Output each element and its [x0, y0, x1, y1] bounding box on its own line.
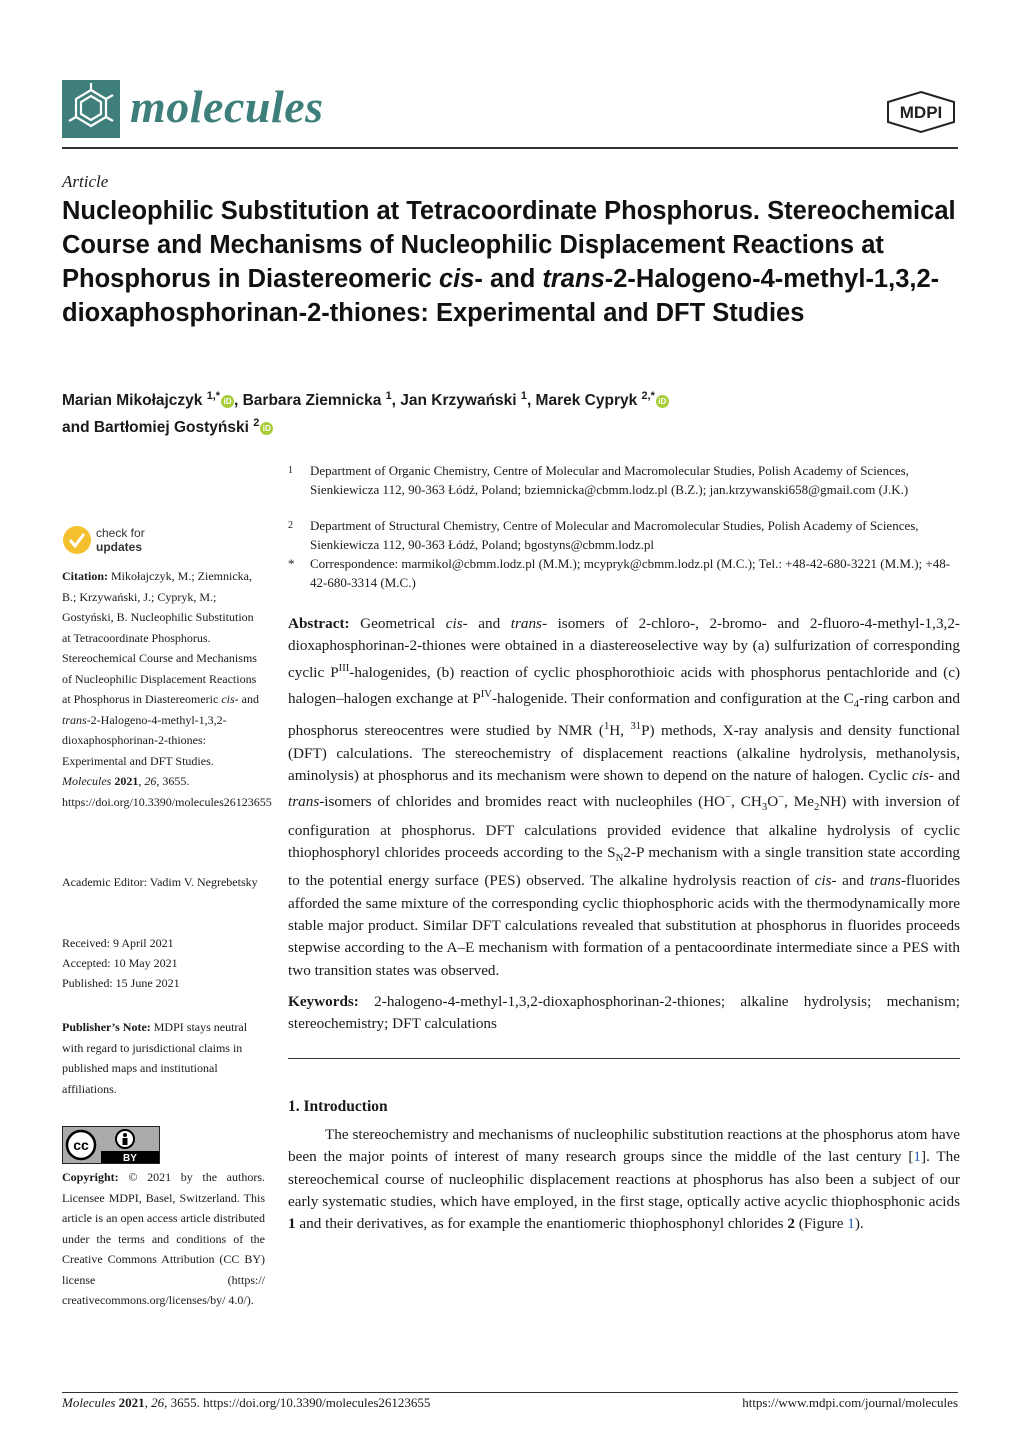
molecule-logo-icon — [62, 80, 120, 138]
author-affil: 2,* — [641, 390, 655, 402]
publisher-note — [62, 1017, 265, 1099]
author-name[interactable]: , Marek Cypryk — [526, 392, 638, 410]
author-name[interactable]: , Jan Krzywański — [391, 392, 517, 410]
abstract-text: -ring carbon and phosphorus stereocentres were studied by NMR ( — [288, 690, 960, 740]
intro-text: and their derivatives, as for example the enantiomeric thiophosphonyl chlorides — [295, 1215, 788, 1233]
published-date: Published: 15 June 2021 — [62, 976, 180, 990]
abstract-sub: 4 — [853, 699, 860, 711]
orcid-icon[interactable]: iD — [260, 422, 273, 435]
journal-name: molecules — [130, 81, 324, 132]
header-divider — [62, 147, 958, 149]
abstract-sup: III — [338, 662, 350, 674]
citation-cis: cis — [221, 692, 235, 706]
copyright-text: © 2021 by the authors. Licensee MDPI, Basel, Switzerland. This article is an open access article distributed under the terms and conditions of the Creative Commons Attribution (CC BY) license (https:// creativecommons.org/licenses/by/ 4.0/). — [62, 1170, 265, 1307]
check-for-updates-button[interactable] — [62, 522, 172, 558]
abstract-text: NH) with inversion of configuration at phosphorus. DFT calculations provided evidence that alkaline hydrolysis of cyclic thiophosphoryl chlorides proceeds according to the S — [288, 793, 960, 861]
abstract-text: -fluorides afforded the same mixture of the corresponding cyclic thiophosphoric acids with the thermodynamically more stable major product. Similar DFT calculations revealed that substitution at phosphorus in fluorides proceeds stepwise according to the A–E mechanism with formation of a pentacoordinate intermediate since a PES with two transition states was observed. — [288, 872, 960, 979]
intro-text: ). — [854, 1215, 864, 1233]
title-part: Nucleophilic Substitution at Tetracoordinate Phosphorus. Stereochemical Course and Mechanisms of Nucleophilic Displacement Reactions at Phosphorus in Diastereomeric — [62, 197, 956, 293]
intro-text: The stereochemistry and mechanisms of nucleophilic substitution reactions at the phosphorus atom have been the major points of interest of many research groups since the middle of the last century [ — [288, 1126, 960, 1166]
citation-journal: Molecules — [62, 774, 112, 788]
abstract-cis: cis — [814, 872, 832, 890]
publisher-note-text: MDPI stays neutral with regard to jurisdictional claims in published maps and institutional affiliations. — [62, 1020, 248, 1096]
affiliation-text: Department of Structural Chemistry, Centre of Molecular and Macromolecular Studies, Polish Academy of Sciences, Sienkiewicza 112, 90-363 Łódź, Poland; bgostyns@cbmm.lodz.pl — [310, 518, 919, 552]
figure-link[interactable]: 1 — [847, 1215, 855, 1233]
abstract-sup: − — [725, 792, 732, 804]
keywords — [288, 991, 960, 1036]
intro-text: ]. The stereochemical course of nucleophilic displacement reactions at phosphorus has also been a subject of our early systematic studies, which have employed, in the first stage, optically active acyclic thiophosphonic acids — [288, 1148, 960, 1210]
footer-volume: , 26 — [144, 1395, 165, 1410]
reference-link[interactable]: 1 — [913, 1148, 922, 1166]
intro-text: (Figure — [794, 1215, 848, 1233]
correspondence — [288, 554, 960, 592]
keywords-text: 2-halogeno-4-methyl-1,3,2-dioxaphosphorinan-2-thiones; alkaline hydrolysis; mechanism; stereochemistry; DFT calculations — [288, 993, 960, 1033]
abstract-text: P) methods, X-ray analysis and density functional (DFT) calculations. The stereochemistry of displacement reactions (alkaline hydrolysis, methanolysis, aminolysis) at phosphorus and its mechanism were shown to depend on the nature of halogen. Cyclic — [288, 722, 960, 784]
affiliation — [288, 516, 960, 554]
abstract-text: 2-P mechanism with a single transition state according to the potential energy surface (PES) observed. The alkaline hydrolysis reaction of — [288, 843, 961, 890]
abstract-text: , CH — [731, 793, 762, 811]
check-updates-line2: updates — [96, 540, 143, 554]
affiliation-number: 2 — [288, 520, 293, 531]
affiliation-number: 1 — [288, 465, 293, 476]
copyright-label: Copyright: — [62, 1170, 119, 1184]
abstract-text: Geometrical — [349, 615, 446, 632]
abstract-cis: cis — [912, 767, 929, 784]
abstract-text: - isomers of 2-chloro-, 2-bromo- and 2-fluoro-4-methyl-1,3,2-dioxaphosphorinan-2-thiones were obtained in a diastereoselective way by (a) sulfurization of corresponding cyclic P — [288, 615, 960, 681]
section-divider — [288, 1058, 960, 1059]
citation-text: Mikołajczyk, M.; Ziemnicka, B.; Krzywański, J.; Cypryk, M.; Gostyński, B. Nucleophilic Substitution at Tetracoordinate Phosphorus. Stereochemical Course and Mechanisms of Nucleophilic Displacement Reactions at Phosphorus in Diastereomeric — [62, 569, 257, 706]
mdpi-logo — [884, 90, 958, 134]
author-affil: 1,* — [206, 390, 220, 402]
footer-divider — [62, 1392, 958, 1393]
title-trans: trans — [542, 265, 605, 293]
abstract-trans: trans — [510, 615, 542, 632]
academic-editor: Academic Editor: Vadim V. Negrebetsky — [62, 875, 258, 889]
section-heading: 1. Introduction — [288, 1098, 388, 1115]
citation-doi-link[interactable]: , 3655. https://doi.org/10.3390/molecules26123655 — [62, 774, 272, 809]
abstract-text: -isomers of chlorides and bromides react with nucleophiles (HO — [319, 793, 726, 811]
abstract-sup: − — [778, 792, 785, 804]
title-part: -2-Halogeno-4-methyl-1,3,2-dioxaphosphorinan-2-thiones: Experimental and DFT Studies — [62, 265, 940, 327]
author-name[interactable]: , Barbara Ziemnicka — [234, 392, 382, 410]
citation-volume: , 26 — [138, 774, 157, 788]
abstract-text: -halogenide. Their conformation and configuration at the C — [491, 690, 854, 708]
abstract-text: - and — [928, 767, 960, 784]
author-affil: 1 — [385, 390, 392, 402]
abstract-sup: IV — [480, 688, 492, 700]
affiliation-number: * — [288, 556, 295, 571]
citation-label: Citation: — [62, 569, 108, 583]
cc-by-license-icon[interactable] — [62, 1126, 160, 1164]
cc-by-label: BY — [123, 1153, 137, 1163]
compound-number: 2 — [787, 1215, 795, 1233]
orcid-icon[interactable]: iD — [221, 395, 234, 408]
article-title — [62, 194, 962, 330]
citation-trans: trans — [62, 712, 87, 727]
author-list — [62, 385, 942, 439]
abstract-text: O — [767, 793, 779, 811]
abstract-text: -halogenides, (b) reaction of cyclic phosphorothioic acids with phosphorus pentachloride and (c) halogen–halogen exchange at P — [288, 663, 960, 708]
footer-doi-link[interactable]: , 3655. https://doi.org/10.3390/molecules26123655 — [164, 1395, 431, 1410]
copyright — [62, 1167, 265, 1311]
abstract-text: H, — [609, 722, 631, 740]
title-part: - and — [474, 265, 543, 293]
article-type: Article — [62, 172, 109, 191]
affiliation-text: Correspondence: marmikol@cbmm.lodz.pl (M.M.); mcypryk@cbmm.lodz.pl (M.C.); Tel.: +48-42-680-3221 (M.M.); +48-42-680-3314 (M.C.) — [310, 556, 951, 590]
compound-number: 1 — [288, 1215, 296, 1233]
cc-label: cc — [73, 1137, 89, 1153]
citation-text: - and — [234, 692, 259, 706]
publisher-note-label: Publisher’s Note: — [62, 1020, 151, 1034]
affiliation-text: Department of Organic Chemistry, Centre of Molecular and Macromolecular Studies, Polish Academy of Sciences, Sienkiewicza 112, 90-363 Łódź, Poland; bziemnicka@cbmm.lodz.pl (B.Z.); jan.krzywanski658@gmail.com (J.K.) — [310, 463, 909, 497]
footer-journal: Molecules — [62, 1395, 116, 1410]
citation — [62, 566, 272, 812]
abstract-text: - and — [462, 615, 511, 632]
footer-year: 2021 — [115, 1395, 145, 1410]
author-affil: 1 — [520, 390, 527, 402]
orcid-icon[interactable]: iD — [656, 395, 669, 408]
journal-url-link[interactable]: https://www.mdpi.com/journal/molecules — [742, 1395, 958, 1410]
abstract-label: Abstract: — [288, 615, 350, 632]
abstract-sub: 2 — [814, 802, 820, 814]
author-name[interactable]: Marian Mikołajczyk — [62, 392, 203, 410]
affiliation — [288, 461, 960, 499]
abstract-sup: 1 — [603, 721, 610, 733]
received-date: Received: 9 April 2021 — [62, 936, 174, 950]
intro-paragraph — [288, 1124, 960, 1235]
mdpi-logo-text: MDPI — [899, 103, 943, 122]
abstract-sub: N — [615, 853, 624, 865]
citation-text: -2-Halogeno-4-methyl-1,3,2-dioxaphosphorinan-2-thiones: Experimental and DFT Studies. — [62, 712, 227, 768]
check-updates-line1: check for — [96, 526, 145, 540]
abstract-cis: cis — [445, 615, 463, 632]
accepted-date: Accepted: 10 May 2021 — [62, 956, 178, 970]
footer-citation — [62, 1395, 430, 1411]
author-affil: 2 — [253, 417, 260, 430]
abstract-text: , Me — [784, 793, 815, 811]
abstract-trans: trans — [869, 872, 901, 890]
abstract — [288, 613, 960, 982]
abstract-trans: trans — [288, 793, 320, 811]
abstract-sup: 31 — [630, 721, 642, 733]
keywords-label: Keywords: — [288, 993, 359, 1010]
citation-year: 2021 — [111, 774, 139, 788]
abstract-sub: 3 — [761, 802, 768, 814]
author-name[interactable]: and Bartłomiej Gostyński — [62, 419, 249, 437]
title-cis: cis — [438, 265, 475, 293]
abstract-text: - and — [831, 872, 870, 890]
